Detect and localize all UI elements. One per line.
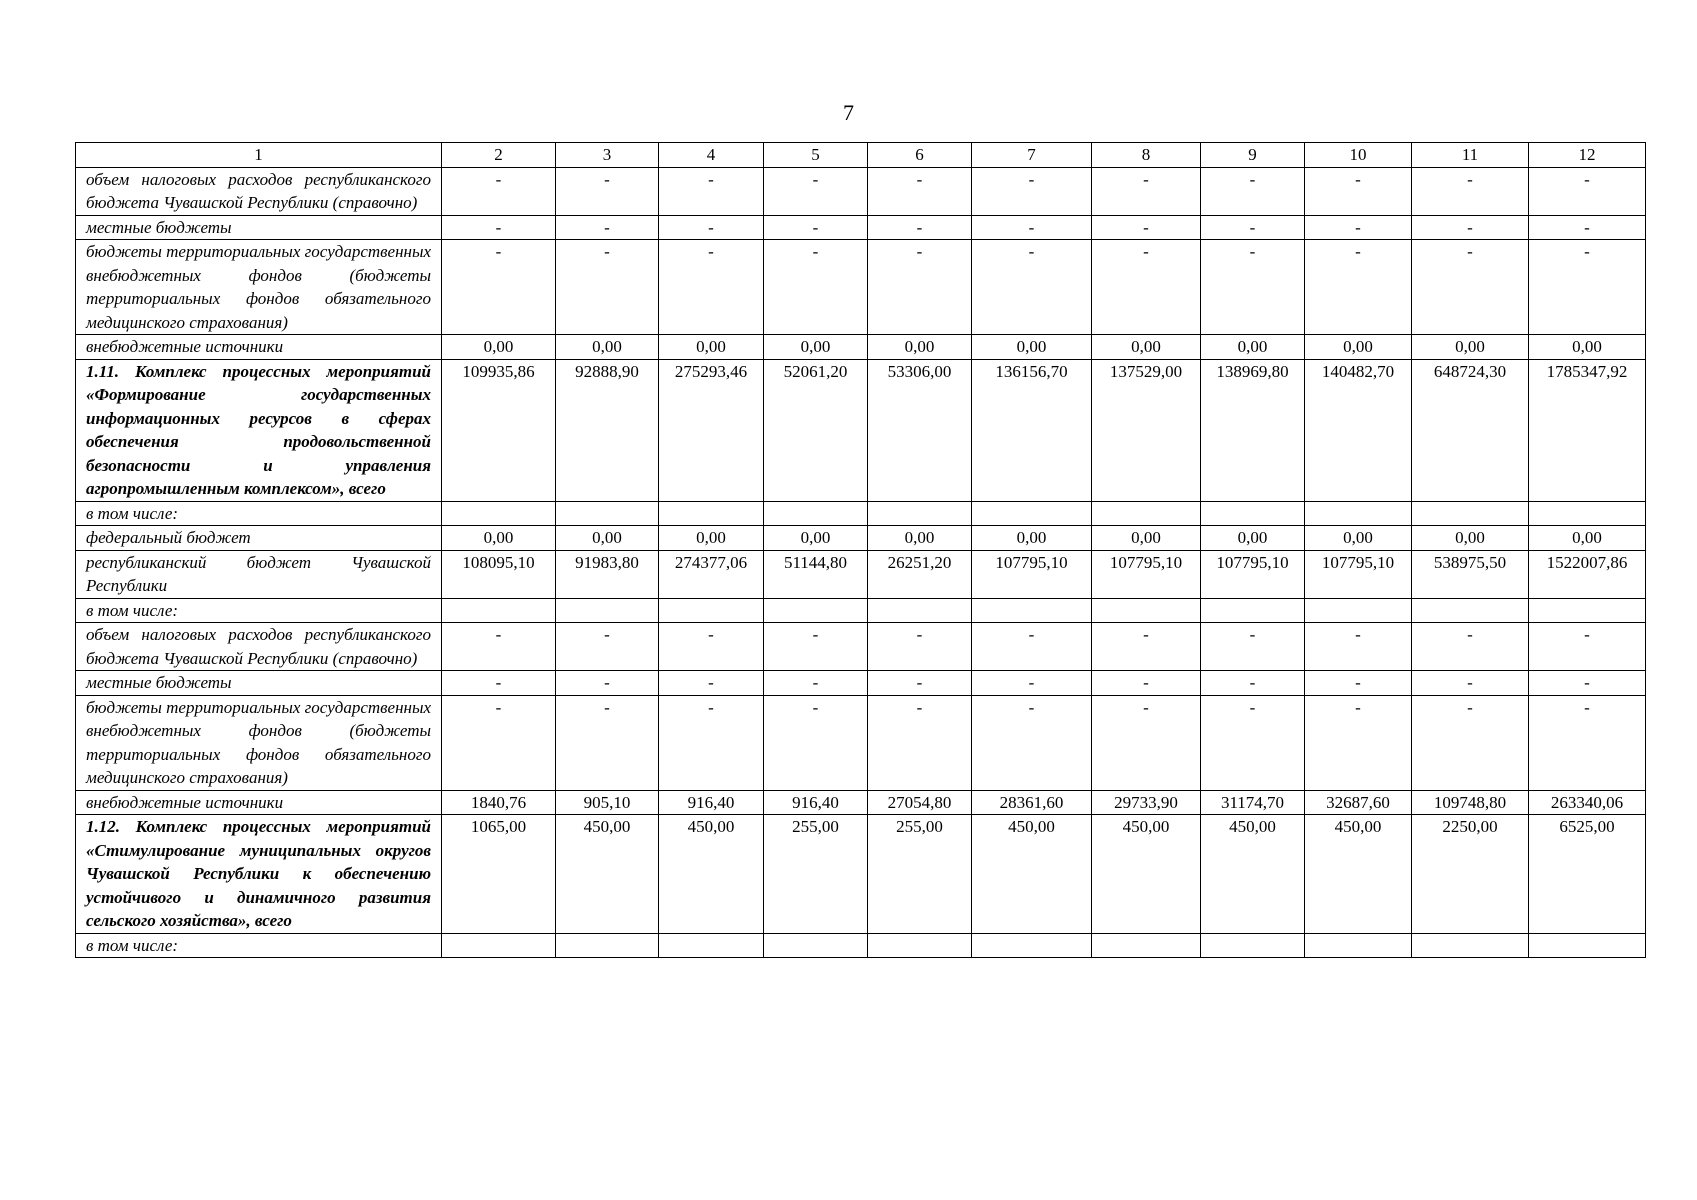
- value-cell: 107795,10: [1305, 550, 1412, 598]
- value-cell: 0,00: [972, 526, 1092, 551]
- value-cell: 26251,20: [868, 550, 972, 598]
- value-cell: [1201, 598, 1305, 623]
- value-cell: [1305, 598, 1412, 623]
- value-cell: -: [868, 240, 972, 335]
- value-cell: -: [442, 215, 556, 240]
- value-cell: [972, 501, 1092, 526]
- value-cell: 0,00: [1305, 335, 1412, 360]
- value-cell: 32687,60: [1305, 790, 1412, 815]
- value-cell: [1092, 598, 1201, 623]
- value-cell: 0,00: [868, 526, 972, 551]
- value-cell: 6525,00: [1529, 815, 1646, 934]
- row-label: в том числе:: [76, 501, 442, 526]
- row-label: внебюджетные источники: [76, 335, 442, 360]
- value-cell: 137529,00: [1092, 359, 1201, 501]
- value-cell: 0,00: [1305, 526, 1412, 551]
- value-cell: 136156,70: [972, 359, 1092, 501]
- value-cell: [556, 598, 659, 623]
- value-cell: 255,00: [868, 815, 972, 934]
- row-label: 1.12. Комплекс процессных мероприятий «Стимулирование муниципальных округов Чувашской Республики к обеспечению устойчивого и динамичного развития сельского хозяйства», всего: [76, 815, 442, 934]
- page-number: 7: [843, 100, 854, 125]
- value-cell: -: [556, 695, 659, 790]
- value-cell: 648724,30: [1412, 359, 1529, 501]
- value-cell: -: [868, 167, 972, 215]
- value-cell: -: [1092, 623, 1201, 671]
- table-row: [76, 598, 1646, 623]
- value-cell: 31174,70: [1201, 790, 1305, 815]
- value-cell: 0,00: [1201, 526, 1305, 551]
- row-label: бюджеты территориальных государственных внебюджетных фондов (бюджеты территориальных фондов обязательного медицинского страхования): [76, 695, 442, 790]
- column-number-cell: 3: [556, 143, 659, 168]
- value-cell: [442, 501, 556, 526]
- column-number-cell: 2: [442, 143, 556, 168]
- table-row: [76, 695, 1646, 790]
- row-label: объем налоговых расходов республиканского бюджета Чувашской Республики (справочно): [76, 167, 442, 215]
- value-cell: -: [1412, 671, 1529, 696]
- value-cell: 0,00: [556, 335, 659, 360]
- value-cell: [764, 598, 868, 623]
- value-cell: 0,00: [868, 335, 972, 360]
- value-cell: 450,00: [659, 815, 764, 934]
- value-cell: [659, 501, 764, 526]
- value-cell: -: [1529, 215, 1646, 240]
- value-cell: -: [556, 240, 659, 335]
- value-cell: 0,00: [659, 526, 764, 551]
- value-cell: -: [868, 671, 972, 696]
- table-row: [76, 359, 1646, 501]
- value-cell: 53306,00: [868, 359, 972, 501]
- value-cell: -: [1092, 215, 1201, 240]
- column-number-row: [76, 143, 1646, 168]
- value-cell: [868, 598, 972, 623]
- value-cell: [868, 501, 972, 526]
- value-cell: 450,00: [556, 815, 659, 934]
- value-cell: 0,00: [764, 335, 868, 360]
- value-cell: -: [972, 167, 1092, 215]
- value-cell: -: [1092, 671, 1201, 696]
- column-number-cell: 4: [659, 143, 764, 168]
- value-cell: -: [1412, 695, 1529, 790]
- row-label: объем налоговых расходов республиканского бюджета Чувашской Республики (справочно): [76, 623, 442, 671]
- value-cell: -: [972, 623, 1092, 671]
- budget-table: [75, 142, 1646, 958]
- value-cell: -: [764, 695, 868, 790]
- value-cell: [764, 933, 868, 958]
- value-cell: -: [1201, 623, 1305, 671]
- table-row: [76, 623, 1646, 671]
- value-cell: 450,00: [1201, 815, 1305, 934]
- row-label: 1.11. Комплекс процессных мероприятий «Формирование государственных информационных ресурсов в сферах обеспечения продовольственной безопасности и управления агропромышленным комплексом», всего: [76, 359, 442, 501]
- value-cell: -: [1529, 671, 1646, 696]
- value-cell: -: [972, 215, 1092, 240]
- value-cell: -: [1305, 671, 1412, 696]
- value-cell: 29733,90: [1092, 790, 1201, 815]
- value-cell: 109935,86: [442, 359, 556, 501]
- column-number-cell: 9: [1201, 143, 1305, 168]
- value-cell: -: [972, 695, 1092, 790]
- value-cell: 108095,10: [442, 550, 556, 598]
- value-cell: -: [1201, 167, 1305, 215]
- value-cell: 450,00: [972, 815, 1092, 934]
- value-cell: 905,10: [556, 790, 659, 815]
- value-cell: -: [1412, 167, 1529, 215]
- column-number-cell: 11: [1412, 143, 1529, 168]
- value-cell: 916,40: [659, 790, 764, 815]
- value-cell: 27054,80: [868, 790, 972, 815]
- value-cell: 2250,00: [1412, 815, 1529, 934]
- value-cell: 28361,60: [972, 790, 1092, 815]
- value-cell: -: [442, 240, 556, 335]
- row-label: бюджеты территориальных государственных внебюджетных фондов (бюджеты территориальных фондов обязательного медицинского страхования): [76, 240, 442, 335]
- value-cell: 0,00: [1092, 335, 1201, 360]
- value-cell: 0,00: [1092, 526, 1201, 551]
- column-number-cell: 12: [1529, 143, 1646, 168]
- value-cell: -: [868, 623, 972, 671]
- table-row: [76, 550, 1646, 598]
- value-cell: [972, 598, 1092, 623]
- value-cell: -: [556, 623, 659, 671]
- value-cell: -: [659, 671, 764, 696]
- value-cell: -: [1201, 215, 1305, 240]
- value-cell: -: [442, 695, 556, 790]
- value-cell: [1529, 501, 1646, 526]
- value-cell: -: [659, 215, 764, 240]
- row-label: местные бюджеты: [76, 671, 442, 696]
- value-cell: -: [442, 167, 556, 215]
- table-row: [76, 933, 1646, 958]
- table-row: [76, 167, 1646, 215]
- value-cell: -: [556, 167, 659, 215]
- value-cell: -: [1412, 215, 1529, 240]
- value-cell: -: [1529, 623, 1646, 671]
- value-cell: [556, 933, 659, 958]
- value-cell: 92888,90: [556, 359, 659, 501]
- value-cell: -: [764, 623, 868, 671]
- table-row: [76, 215, 1646, 240]
- value-cell: 0,00: [659, 335, 764, 360]
- value-cell: -: [1201, 695, 1305, 790]
- value-cell: [1529, 933, 1646, 958]
- value-cell: 0,00: [442, 526, 556, 551]
- value-cell: 0,00: [1529, 526, 1646, 551]
- value-cell: 1065,00: [442, 815, 556, 934]
- value-cell: 0,00: [556, 526, 659, 551]
- value-cell: -: [1412, 240, 1529, 335]
- value-cell: -: [1305, 695, 1412, 790]
- value-cell: [1092, 933, 1201, 958]
- value-cell: -: [659, 695, 764, 790]
- value-cell: -: [659, 240, 764, 335]
- value-cell: 0,00: [1201, 335, 1305, 360]
- value-cell: 275293,46: [659, 359, 764, 501]
- value-cell: [1092, 501, 1201, 526]
- value-cell: [556, 501, 659, 526]
- value-cell: -: [764, 215, 868, 240]
- value-cell: -: [1201, 671, 1305, 696]
- value-cell: 916,40: [764, 790, 868, 815]
- value-cell: -: [1305, 167, 1412, 215]
- table-row: [76, 501, 1646, 526]
- value-cell: 91983,80: [556, 550, 659, 598]
- column-number-cell: 5: [764, 143, 868, 168]
- value-cell: 1785347,92: [1529, 359, 1646, 501]
- table-row: [76, 790, 1646, 815]
- value-cell: 107795,10: [1092, 550, 1201, 598]
- value-cell: [1529, 598, 1646, 623]
- value-cell: 138969,80: [1201, 359, 1305, 501]
- value-cell: 538975,50: [1412, 550, 1529, 598]
- value-cell: -: [556, 215, 659, 240]
- table-row: [76, 335, 1646, 360]
- row-label: в том числе:: [76, 933, 442, 958]
- value-cell: [1412, 501, 1529, 526]
- column-number-cell: 6: [868, 143, 972, 168]
- value-cell: 0,00: [1529, 335, 1646, 360]
- value-cell: 450,00: [1305, 815, 1412, 934]
- value-cell: 140482,70: [1305, 359, 1412, 501]
- value-cell: 0,00: [442, 335, 556, 360]
- value-cell: 0,00: [1412, 335, 1529, 360]
- value-cell: -: [868, 215, 972, 240]
- value-cell: -: [442, 623, 556, 671]
- value-cell: -: [1092, 695, 1201, 790]
- value-cell: 1522007,86: [1529, 550, 1646, 598]
- value-cell: [1305, 933, 1412, 958]
- value-cell: [659, 933, 764, 958]
- value-cell: -: [972, 240, 1092, 335]
- value-cell: 52061,20: [764, 359, 868, 501]
- table-row: [76, 526, 1646, 551]
- column-number-cell: 7: [972, 143, 1092, 168]
- row-label: местные бюджеты: [76, 215, 442, 240]
- value-cell: -: [556, 671, 659, 696]
- value-cell: -: [764, 671, 868, 696]
- value-cell: -: [442, 671, 556, 696]
- value-cell: -: [1305, 623, 1412, 671]
- row-label: внебюджетные источники: [76, 790, 442, 815]
- row-label: федеральный бюджет: [76, 526, 442, 551]
- value-cell: -: [1529, 695, 1646, 790]
- value-cell: 109748,80: [1412, 790, 1529, 815]
- value-cell: -: [868, 695, 972, 790]
- value-cell: -: [1305, 215, 1412, 240]
- value-cell: 1840,76: [442, 790, 556, 815]
- value-cell: -: [659, 167, 764, 215]
- value-cell: 0,00: [1412, 526, 1529, 551]
- value-cell: 0,00: [764, 526, 868, 551]
- value-cell: [442, 598, 556, 623]
- value-cell: 255,00: [764, 815, 868, 934]
- column-number-cell: 10: [1305, 143, 1412, 168]
- value-cell: 263340,06: [1529, 790, 1646, 815]
- value-cell: -: [1412, 623, 1529, 671]
- value-cell: [1201, 933, 1305, 958]
- value-cell: [1201, 501, 1305, 526]
- value-cell: 107795,10: [972, 550, 1092, 598]
- column-number-cell: 1: [76, 143, 442, 168]
- value-cell: [442, 933, 556, 958]
- value-cell: -: [1305, 240, 1412, 335]
- value-cell: -: [1201, 240, 1305, 335]
- value-cell: -: [1529, 167, 1646, 215]
- table-row: [76, 815, 1646, 934]
- table-row: [76, 671, 1646, 696]
- value-cell: [972, 933, 1092, 958]
- value-cell: 51144,80: [764, 550, 868, 598]
- value-cell: [868, 933, 972, 958]
- value-cell: -: [972, 671, 1092, 696]
- value-cell: 107795,10: [1201, 550, 1305, 598]
- value-cell: -: [1529, 240, 1646, 335]
- value-cell: -: [764, 167, 868, 215]
- value-cell: -: [659, 623, 764, 671]
- row-label: в том числе:: [76, 598, 442, 623]
- value-cell: [764, 501, 868, 526]
- value-cell: [659, 598, 764, 623]
- value-cell: -: [764, 240, 868, 335]
- value-cell: [1412, 933, 1529, 958]
- value-cell: 450,00: [1092, 815, 1201, 934]
- row-label: республиканский бюджет Чувашской Республики: [76, 550, 442, 598]
- value-cell: [1412, 598, 1529, 623]
- column-number-cell: 8: [1092, 143, 1201, 168]
- value-cell: -: [1092, 240, 1201, 335]
- value-cell: [1305, 501, 1412, 526]
- value-cell: 0,00: [972, 335, 1092, 360]
- value-cell: -: [1092, 167, 1201, 215]
- value-cell: 274377,06: [659, 550, 764, 598]
- table-row: [76, 240, 1646, 335]
